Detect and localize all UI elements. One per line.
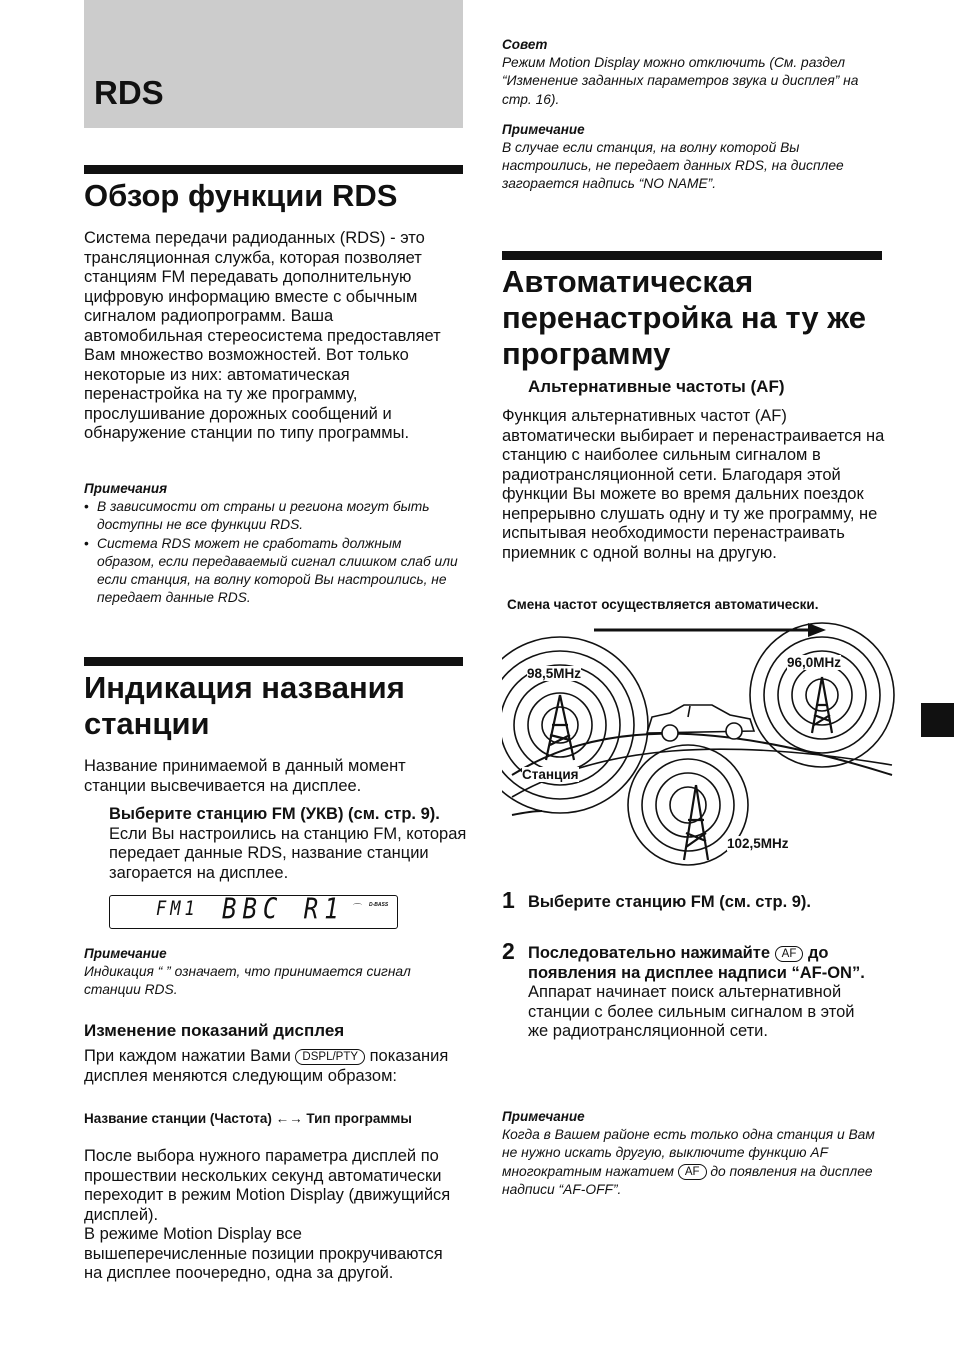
lcd-station-name: BBC R1 bbox=[222, 892, 345, 926]
af-step-2-description: Аппарат начинает поиск альтернативной станции с более сильным сигналом в этой же радиотрансляционной сети. bbox=[528, 983, 855, 1040]
display-cycle bbox=[84, 1111, 412, 1126]
af-diagram-caption: Смена частот осуществляется автоматически. bbox=[507, 597, 819, 612]
overview-body: Система передачи радиоданных (RDS) - это трансляционная служба, которая позволяет станциям FM передавать дополнительную цифровую информацию вместе с обычным сигналом радиопрограмм. Ваша автомобильная стереосистема предоставляет Вам множество возможностей. Вот только некоторые из них: автоматическая перенастройка на ту же программу, прослушивание дорожных сообщений и обнаружение станции по типу программы. bbox=[84, 229, 441, 442]
lcd-band: FM1 bbox=[156, 897, 199, 921]
af-step-2 bbox=[528, 944, 878, 1042]
change-text-post: показания дисплея меняются следующим образом: bbox=[84, 1047, 449, 1085]
motion-text-1: После выбора нужного параметра дисплей по прошествии нескольких секунд автоматически переходит в режим Motion Display (движущийся дисплей). bbox=[84, 1147, 451, 1224]
lcd-display bbox=[109, 892, 398, 929]
change-text-pre: При каждом нажатии Вами bbox=[84, 1047, 291, 1065]
cycle-item-station: Название станции (Частота) bbox=[84, 1111, 272, 1126]
step2-pre: Последовательно нажимайте bbox=[528, 944, 771, 962]
cycle-item-pty: Тип программы bbox=[306, 1111, 412, 1126]
af-step-1: Выберите станцию FM (см. стр. 9). bbox=[528, 893, 812, 911]
tip-title: Совет bbox=[502, 37, 548, 52]
freq-bottom-label: 102,5MHz bbox=[727, 836, 789, 851]
af-subheading: Альтернативные частоты (AF) bbox=[528, 377, 785, 396]
chapter-side-tab bbox=[921, 703, 954, 737]
note-title: Примечание bbox=[84, 946, 167, 961]
overview-heading: Обзор функции RDS bbox=[84, 178, 398, 213]
display-change-subheading: Изменение показаний дисплея bbox=[84, 1021, 345, 1040]
af-note-text bbox=[502, 1126, 887, 1199]
overview-notes bbox=[84, 480, 460, 608]
af-body: Функция альтернативных частот (AF) автоматически выбирает и перенастраивается на станцию с наиболее сильным сигналом в радиотрансляционной сети. Благодаря этой функции Вы можете во время дальних поездок непрерывно слушать одну и ту же программу, не испытывая необходимости перенастраивать приемник с одной волны на другую. bbox=[502, 407, 885, 562]
station-note bbox=[84, 945, 464, 1000]
note-item: • Система RDS может не сработать должным образом, если передаваемый сигнал слишком слаб или если станция, на волну которой Вы настроились, не передает данные RDS. bbox=[84, 535, 460, 608]
af-button[interactable]: AF bbox=[775, 946, 804, 962]
tip-text: Режим Motion Display можно отключить (См. раздел “Изменение заданных параметров звука и дисплея” на стр. 16). bbox=[502, 55, 859, 107]
section-rule bbox=[84, 165, 463, 174]
station-name-heading: Индикация названия станции bbox=[84, 670, 405, 741]
dspl-pty-button[interactable]: DSPL/PTY bbox=[295, 1049, 365, 1065]
signal-waves-right bbox=[750, 623, 894, 767]
af-heading: Автоматическая перенастройка на ту же программу bbox=[502, 264, 867, 371]
tip-note-text: В случае если станция, на волну которой Вы настроились, не передает данных RDS, на дисплее загорается надпись “NO NAME”. bbox=[502, 139, 844, 192]
section-rule bbox=[84, 657, 463, 666]
af-step-2-instruction bbox=[528, 944, 878, 983]
note-text: Индикация “ ” означает, что принимается сигнал станции RDS. bbox=[84, 964, 411, 998]
rds-indicator-icon: ⌒ bbox=[353, 903, 363, 913]
tip-block bbox=[502, 36, 887, 194]
freq-right-label: 96,0MHz bbox=[787, 655, 842, 670]
step2-post: до появления на дисплее надписи “AF-ON”. bbox=[528, 944, 865, 982]
notes-title: Примечания bbox=[84, 481, 168, 496]
motion-display-text bbox=[84, 1147, 456, 1284]
signal-waves-left bbox=[502, 637, 648, 813]
freq-left-label: 98,5MHz bbox=[527, 666, 582, 681]
af-button[interactable]: AF bbox=[678, 1164, 707, 1180]
station-name-intro: Название принимаемой в данный момент станции высвечивается на дисплее. bbox=[84, 757, 406, 795]
af-note-post: до появления на дисплее надписи “AF-OFF”. bbox=[502, 1163, 873, 1197]
step-number-1: 1 bbox=[502, 887, 515, 913]
step-description: Если Вы настроились на станцию FM, которая передает данные RDS, название станции загорается на дисплее. bbox=[109, 824, 467, 882]
tip-note-title: Примечание bbox=[502, 121, 585, 137]
af-note-title: Примечание bbox=[502, 1109, 585, 1124]
af-note-pre: Когда в Вашем районе есть только одна станция и Вам не нужно искать другую, выключите функцию AF многократным нажатием bbox=[502, 1127, 875, 1179]
chapter-header bbox=[84, 0, 463, 128]
display-change-text bbox=[84, 1047, 456, 1086]
direction-arrow-icon bbox=[594, 623, 826, 637]
af-diagram bbox=[502, 615, 897, 875]
section-rule bbox=[502, 251, 882, 260]
af-note bbox=[502, 1108, 887, 1199]
lcd-dbass-indicator: D-BASS bbox=[369, 902, 389, 908]
station-label: Станция bbox=[522, 767, 579, 782]
motion-text-2: В режиме Motion Display все вышеперечисленные позиции прокручиваются на дисплее поочередно, одна за другой. bbox=[84, 1225, 443, 1282]
station-step bbox=[109, 805, 467, 883]
double-arrow-icon: ←→ bbox=[275, 1111, 303, 1126]
step-instruction: Выберите станцию FM (УКВ) (см. стр. 9). bbox=[109, 805, 440, 823]
tower-left-icon bbox=[546, 695, 574, 760]
step-number-2: 2 bbox=[502, 938, 515, 964]
chapter-title: RDS bbox=[94, 74, 164, 111]
note-item: • В зависимости от страны и региона могут быть доступны не все функции RDS. bbox=[84, 498, 460, 535]
